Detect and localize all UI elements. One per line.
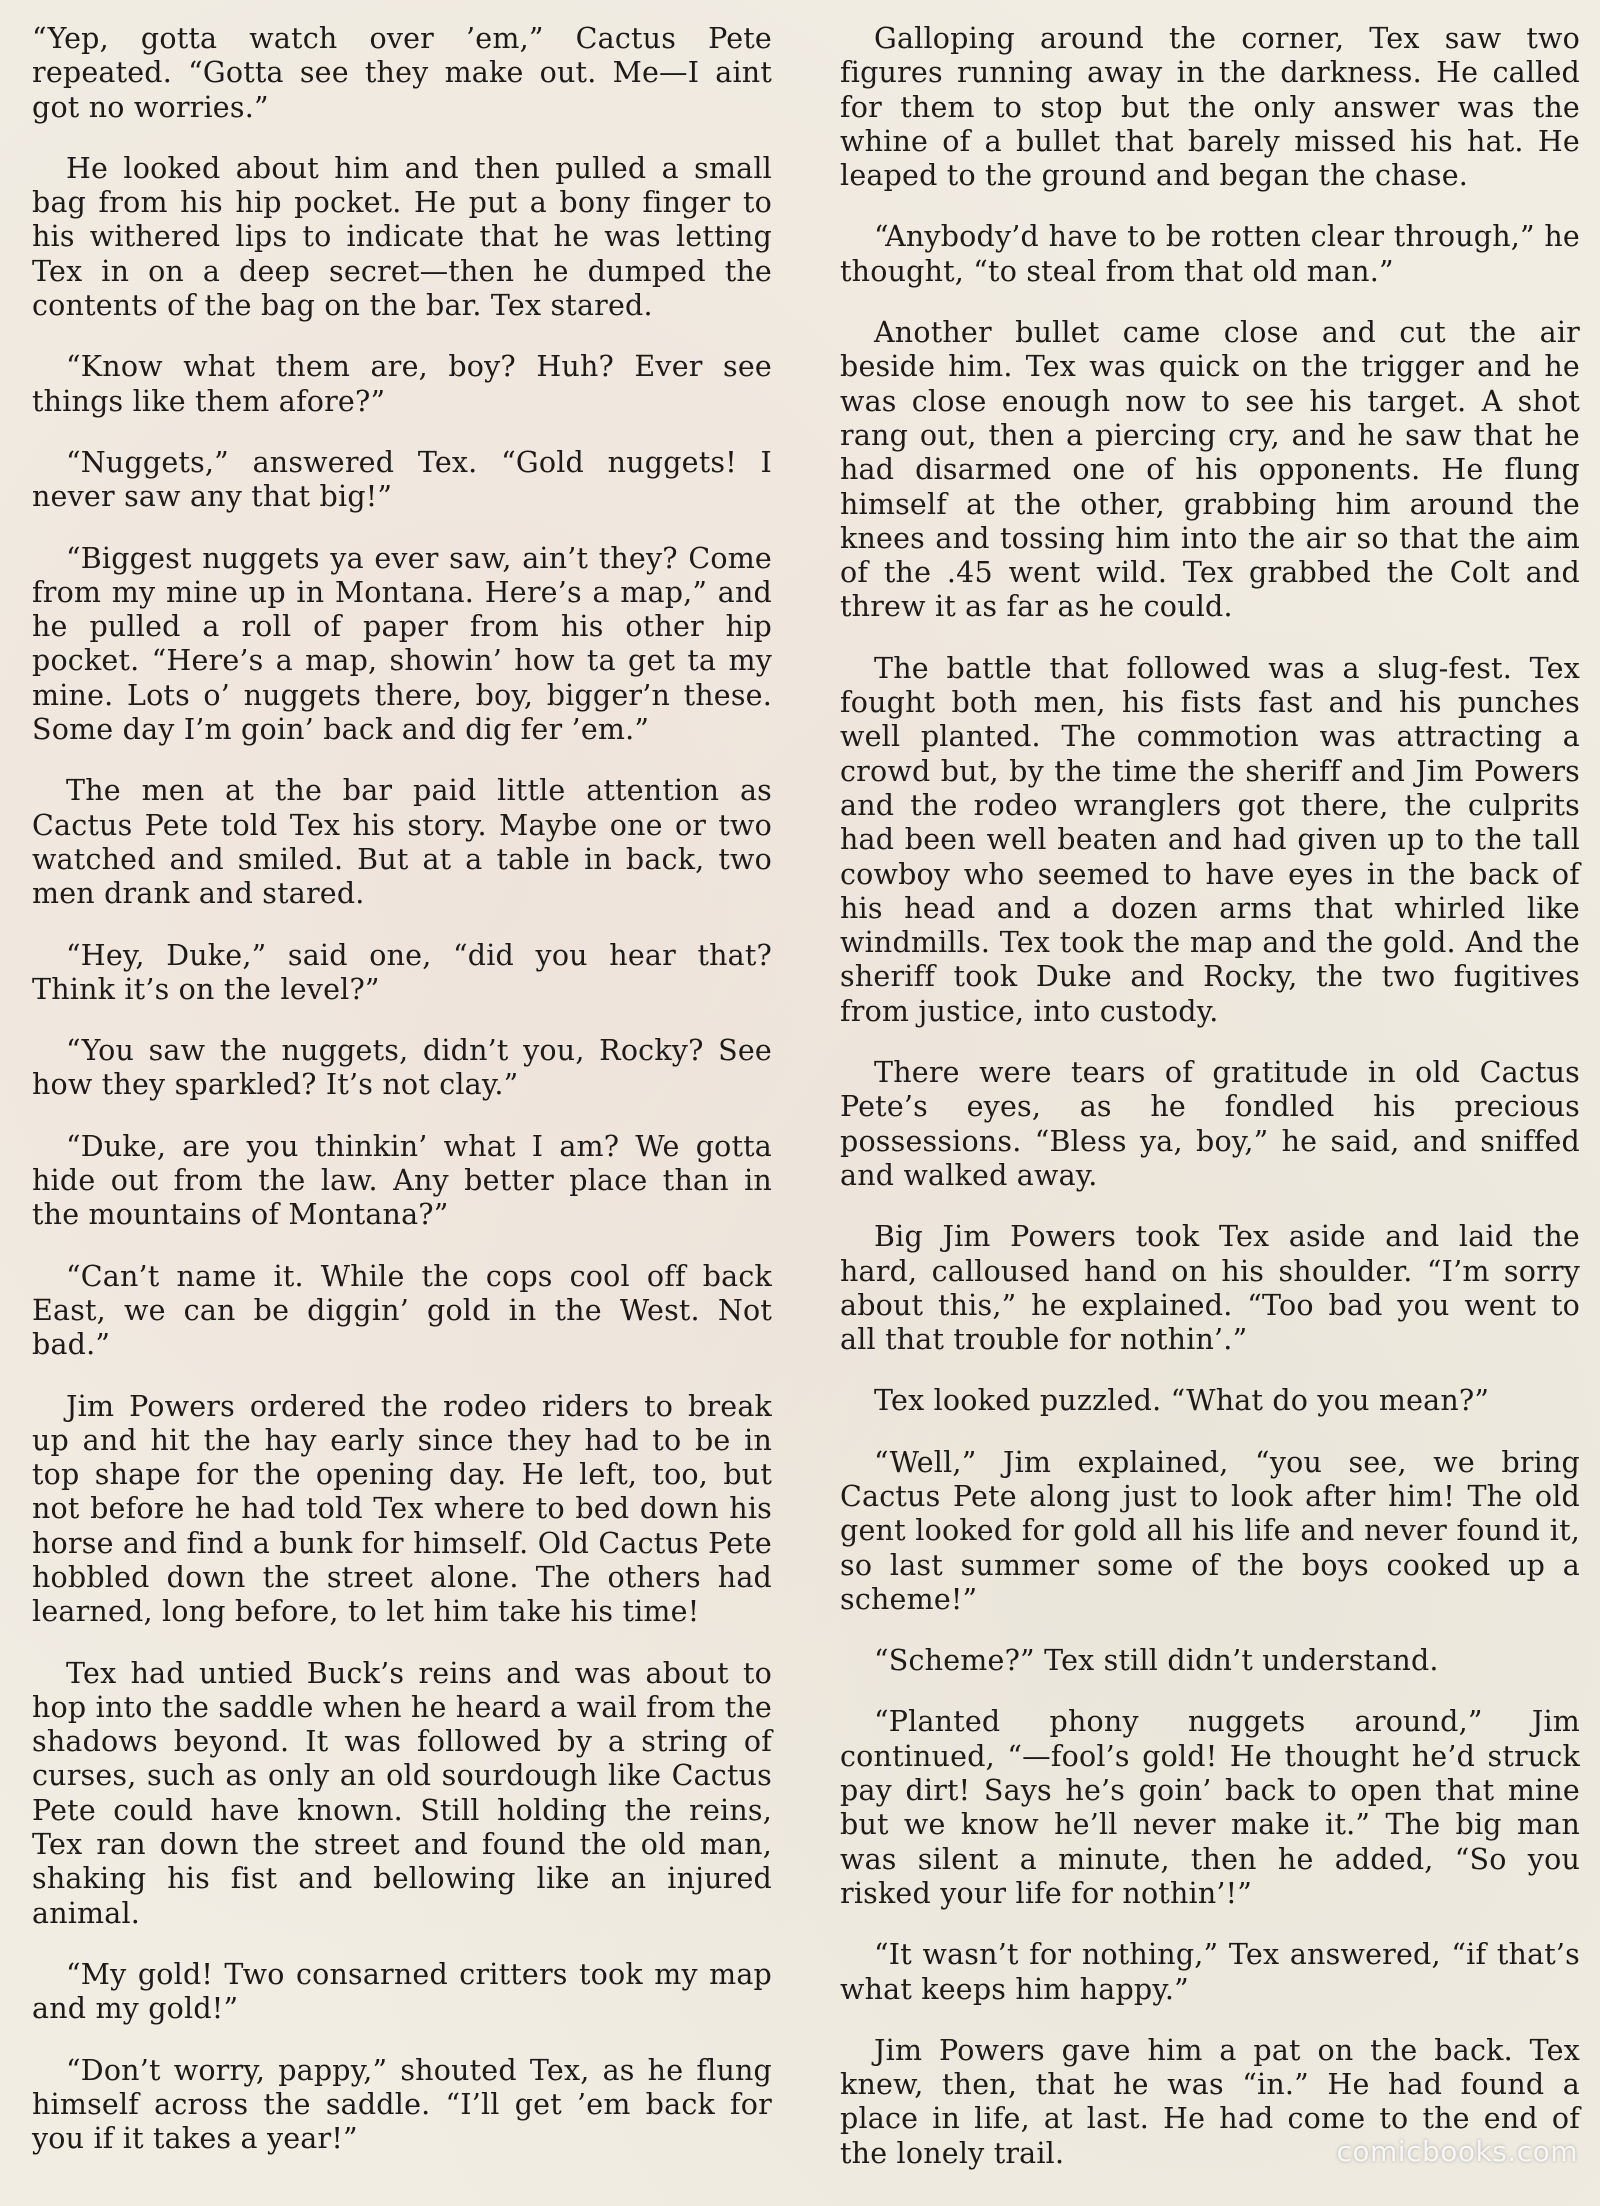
paragraph: Tex looked puzzled. “What do you mean?” [874, 1384, 1490, 1418]
paragraph: The battle that followed was a slug-fest. Tex fought both men, his fists fast and his punches well planted. The commotion was attracting a crowd but, by the time the sheriff and Jim Powers and the rodeo wranglers got there, the culprits had been well beaten and had given up to the tall cowboy who seemed to have eyes in the back of his head and a dozen arms that whirled like windmills. Tex took the map and the gold. And the sheriff took Duke and Rocky, the two fugitives from justice, into custody. [840, 651, 1580, 1028]
paragraph: Jim Powers ordered the rodeo riders to break up and hit the hay early since they had to be in top shape for the opening day. He left, too, but not before he had told Tex where to bed down his horse and find a bunk for himself. Old Cactus Pete hobbled down the street alone. The others had learned, long before, to let him take his time! [32, 1389, 772, 1629]
paragraph: There were tears of gratitude in old Cactus Pete’s eyes, as he fondled his precious possessions. “Bless ya, boy,” he said, and sniffed and walked away. [840, 1056, 1580, 1192]
paragraph: “Yep, gotta watch over ’em,” Cactus Pete repeated. “Gotta see they make out. Me—I aint got no worries.” [32, 22, 772, 124]
right-column [840, 22, 1580, 2198]
paragraph: Another bullet came close and cut the air beside him. Tex was quick on the trigger and he was close enough now to see his target. A shot rang out, then a piercing cry, and he saw that he had disarmed one of his opponents. He flung himself at the other, grabbing him around the knees and tossing him into the air so that the aim of the .45 went wild. Tex grabbed the Colt and threw it as far as he could. [840, 316, 1580, 624]
paragraph: “Anybody’d have to be rotten clear through,” he thought, “to steal from that old man.” [840, 220, 1580, 288]
paragraph: “Biggest nuggets ya ever saw, ain’t they? Come from my mine up in Montana. Here’s a map,” and he pulled a roll of paper from his other hip pocket. “Here’s a map, showin’ how ta get ta my mine. Lots o’ nuggets there, boy, bigger’n these. Some day I’m goin’ back and dig fer ’em.” [32, 541, 772, 747]
left-column [32, 22, 772, 2183]
paragraph: “Hey, Duke,” said one, “did you hear that? Think it’s on the level?” [32, 938, 772, 1006]
paragraph: “Planted phony nuggets around,” Jim continued, “—fool’s gold! He thought he’d struck pay dirt! Says he’s goin’ back to open that mine but we know he’ll never make it.” The big man was silent a minute, then he added, “So you risked your life for nothin’!” [840, 1705, 1580, 1910]
paragraph: The men at the bar paid little attention as Cactus Pete told Tex his story. Maybe one or two watched and smiled. But at a table in back, two men drank and stared. [32, 774, 772, 911]
paragraph: Galloping around the corner, Tex saw two figures running away in the darkness. He called for them to stop but the only answer was the whine of a bullet that barely missed his hat. He leaped to the ground and began the chase. [840, 22, 1580, 193]
paragraph: “Nuggets,” answered Tex. “Gold nuggets! I never saw any that big!” [32, 445, 772, 514]
paragraph: “Don’t worry, pappy,” shouted Tex, as he flung himself across the saddle. “I’ll get ’em back for you if it takes a year!” [32, 2053, 772, 2156]
paragraph: “Scheme?” Tex still didn’t understand. [874, 1644, 1439, 1678]
paragraph: “My gold! Two consarned critters took my map and my gold!” [32, 1957, 772, 2026]
paragraph: “It wasn’t for nothing,” Tex answered, “if that’s what keeps him happy.” [840, 1938, 1580, 2006]
paragraph: “Well,” Jim explained, “you see, we bring Cactus Pete along just to look after him! The old gent looked for gold all his life and never found it, so last summer some of the boys cooked up a scheme!” [840, 1445, 1580, 1616]
paragraph: “You saw the nuggets, didn’t you, Rocky? See how they sparkled? It’s not clay.” [32, 1034, 772, 1102]
paragraph: “Duke, are you thinkin’ what I am? We gotta hide out from the law. Any better place than in the mountains of Montana?” [32, 1129, 772, 1232]
watermark: comicbooks.com [1336, 2135, 1578, 2168]
paragraph: “Know what them are, boy? Huh? Ever see things like them afore?” [32, 350, 772, 418]
paragraph: He looked about him and then pulled a small bag from his hip pocket. He put a bony finger to his withered lips to indicate that he was letting Tex in on a deep secret—then he dumped the contents of the bag on the bar. Tex stared. [32, 151, 772, 323]
paragraph: Jim Powers gave him a pat on the back. Tex knew, then, that he was “in.” He had found a place in life, at last. He had come to the end of the lonely trail. [840, 2033, 1580, 2170]
paragraph: Big Jim Powers took Tex aside and laid the hard, calloused hand on his shoulder. “I’m sorry about this,” he explained. “Too bad you went to all that trouble for nothin’.” [840, 1220, 1580, 1357]
paragraph: “Can’t name it. While the cops cool off back East, we can be diggin’ gold in the West. Not bad.” [32, 1259, 772, 1362]
paragraph: Tex had untied Buck’s reins and was about to hop into the saddle when he heard a wail from the shadows beyond. It was followed by a string of curses, such as only an old sourdough like Cactus Pete could have known. Still holding the reins, Tex ran down the street and found the old man, shaking his fist and bellowing like an injured animal. [32, 1656, 772, 1930]
